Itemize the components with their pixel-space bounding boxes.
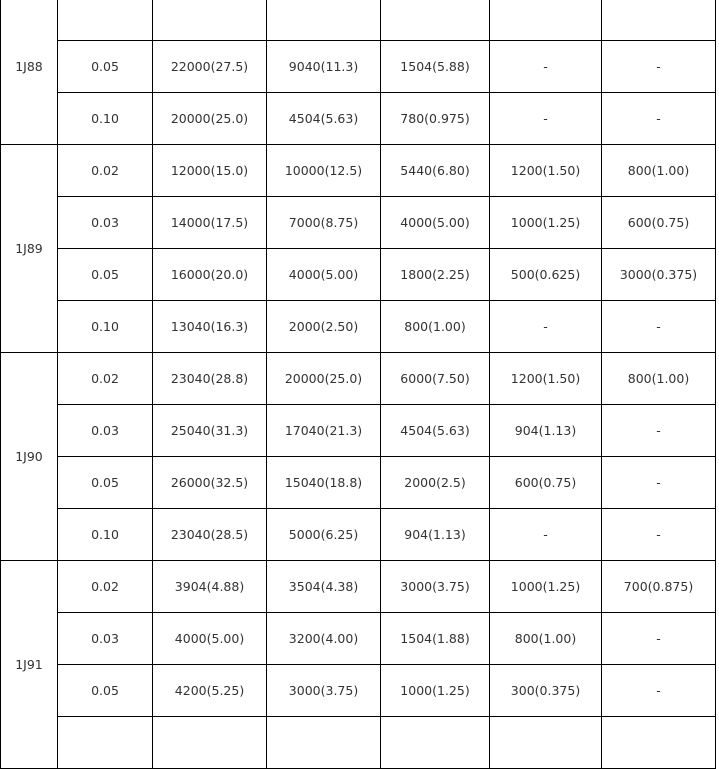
value-cell <box>490 0 602 41</box>
value-cell: 4000(5.00) <box>153 613 267 665</box>
value-cell: 904(1.13) <box>490 405 602 457</box>
value-cell: 800(1.00) <box>381 301 490 353</box>
value-cell: 800(1.00) <box>602 145 716 197</box>
thickness-cell: 0.03 <box>58 613 153 665</box>
value-cell: 14000(17.5) <box>153 197 267 249</box>
value-cell: - <box>602 665 716 717</box>
value-cell <box>602 717 716 769</box>
value-cell: 2000(2.5) <box>381 457 490 509</box>
table-row <box>1 561 716 613</box>
value-cell: 1800(2.25) <box>381 249 490 301</box>
alloy-grade-cell: 1J89 <box>1 145 58 353</box>
value-cell: - <box>602 457 716 509</box>
value-cell: 1000(1.25) <box>381 665 490 717</box>
value-cell <box>381 0 490 41</box>
table-row <box>1 613 716 665</box>
value-cell: 1000(1.25) <box>490 197 602 249</box>
value-cell: 20000(25.0) <box>153 93 267 145</box>
value-cell: 3000(3.75) <box>381 561 490 613</box>
thickness-cell: 0.03 <box>58 405 153 457</box>
value-cell: - <box>490 93 602 145</box>
value-cell: 3000(3.75) <box>267 665 381 717</box>
value-cell <box>381 717 490 769</box>
value-cell: 600(0.75) <box>602 197 716 249</box>
table-row <box>1 145 716 197</box>
value-cell: 7000(8.75) <box>267 197 381 249</box>
value-cell: 4504(5.63) <box>267 93 381 145</box>
value-cell: 600(0.75) <box>490 457 602 509</box>
value-cell: 4200(5.25) <box>153 665 267 717</box>
thickness-cell: 0.05 <box>58 41 153 93</box>
table-row <box>1 197 716 249</box>
value-cell: 26000(32.5) <box>153 457 267 509</box>
value-cell: 4000(5.00) <box>381 197 490 249</box>
alloy-grade-cell: 1J90 <box>1 353 58 561</box>
thickness-cell: 0.03 <box>58 197 153 249</box>
value-cell: 22000(27.5) <box>153 41 267 93</box>
value-cell: 20000(25.0) <box>267 353 381 405</box>
value-cell: 904(1.13) <box>381 509 490 561</box>
table-row <box>1 457 716 509</box>
table-row <box>1 665 716 717</box>
value-cell: 10000(12.5) <box>267 145 381 197</box>
value-cell: 17040(21.3) <box>267 405 381 457</box>
value-cell: 15040(18.8) <box>267 457 381 509</box>
thickness-cell: 0.10 <box>58 93 153 145</box>
table-row <box>1 405 716 457</box>
value-cell <box>602 0 716 41</box>
value-cell: 12000(15.0) <box>153 145 267 197</box>
table-row <box>1 717 716 769</box>
value-cell: 5440(6.80) <box>381 145 490 197</box>
value-cell: 1000(1.25) <box>490 561 602 613</box>
value-cell <box>490 717 602 769</box>
table-row <box>1 41 716 93</box>
value-cell: 16000(20.0) <box>153 249 267 301</box>
value-cell: 300(0.375) <box>490 665 602 717</box>
table-row <box>1 0 716 41</box>
thickness-cell <box>58 717 153 769</box>
value-cell <box>153 717 267 769</box>
value-cell: 1200(1.50) <box>490 353 602 405</box>
value-cell: 13040(16.3) <box>153 301 267 353</box>
value-cell: - <box>602 405 716 457</box>
table-body <box>1 0 716 769</box>
thickness-cell: 0.05 <box>58 665 153 717</box>
value-cell: - <box>602 301 716 353</box>
value-cell: 25040(31.3) <box>153 405 267 457</box>
table-row <box>1 301 716 353</box>
alloy-grade-cell: 1J88 <box>1 0 58 145</box>
value-cell: 4000(5.00) <box>267 249 381 301</box>
value-cell: - <box>602 93 716 145</box>
value-cell <box>267 717 381 769</box>
value-cell: 1504(1.88) <box>381 613 490 665</box>
value-cell: - <box>490 41 602 93</box>
value-cell: - <box>602 41 716 93</box>
value-cell: 4504(5.63) <box>381 405 490 457</box>
value-cell: 6000(7.50) <box>381 353 490 405</box>
value-cell: 1200(1.50) <box>490 145 602 197</box>
value-cell: 23040(28.8) <box>153 353 267 405</box>
value-cell: 800(1.00) <box>602 353 716 405</box>
thickness-cell: 0.05 <box>58 457 153 509</box>
table-row <box>1 249 716 301</box>
value-cell: 2000(2.50) <box>267 301 381 353</box>
value-cell: - <box>490 301 602 353</box>
value-cell: 500(0.625) <box>490 249 602 301</box>
value-cell: - <box>602 509 716 561</box>
thickness-cell <box>58 0 153 41</box>
value-cell: 780(0.975) <box>381 93 490 145</box>
value-cell <box>267 0 381 41</box>
thickness-cell: 0.10 <box>58 301 153 353</box>
thickness-cell: 0.10 <box>58 509 153 561</box>
value-cell: 3904(4.88) <box>153 561 267 613</box>
value-cell: - <box>602 613 716 665</box>
value-cell: - <box>490 509 602 561</box>
thickness-cell: 0.02 <box>58 145 153 197</box>
table-row <box>1 509 716 561</box>
value-cell: 1504(5.88) <box>381 41 490 93</box>
thickness-cell: 0.02 <box>58 353 153 405</box>
value-cell: 9040(11.3) <box>267 41 381 93</box>
value-cell: 800(1.00) <box>490 613 602 665</box>
value-cell: 700(0.875) <box>602 561 716 613</box>
value-cell: 3000(0.375) <box>602 249 716 301</box>
value-cell: 3200(4.00) <box>267 613 381 665</box>
value-cell: 3504(4.38) <box>267 561 381 613</box>
value-cell: 5000(6.25) <box>267 509 381 561</box>
alloy-grade-cell: 1J91 <box>1 561 58 769</box>
table-row <box>1 93 716 145</box>
thickness-cell: 0.02 <box>58 561 153 613</box>
value-cell: 23040(28.5) <box>153 509 267 561</box>
thickness-cell: 0.05 <box>58 249 153 301</box>
table-row <box>1 353 716 405</box>
value-cell <box>153 0 267 41</box>
